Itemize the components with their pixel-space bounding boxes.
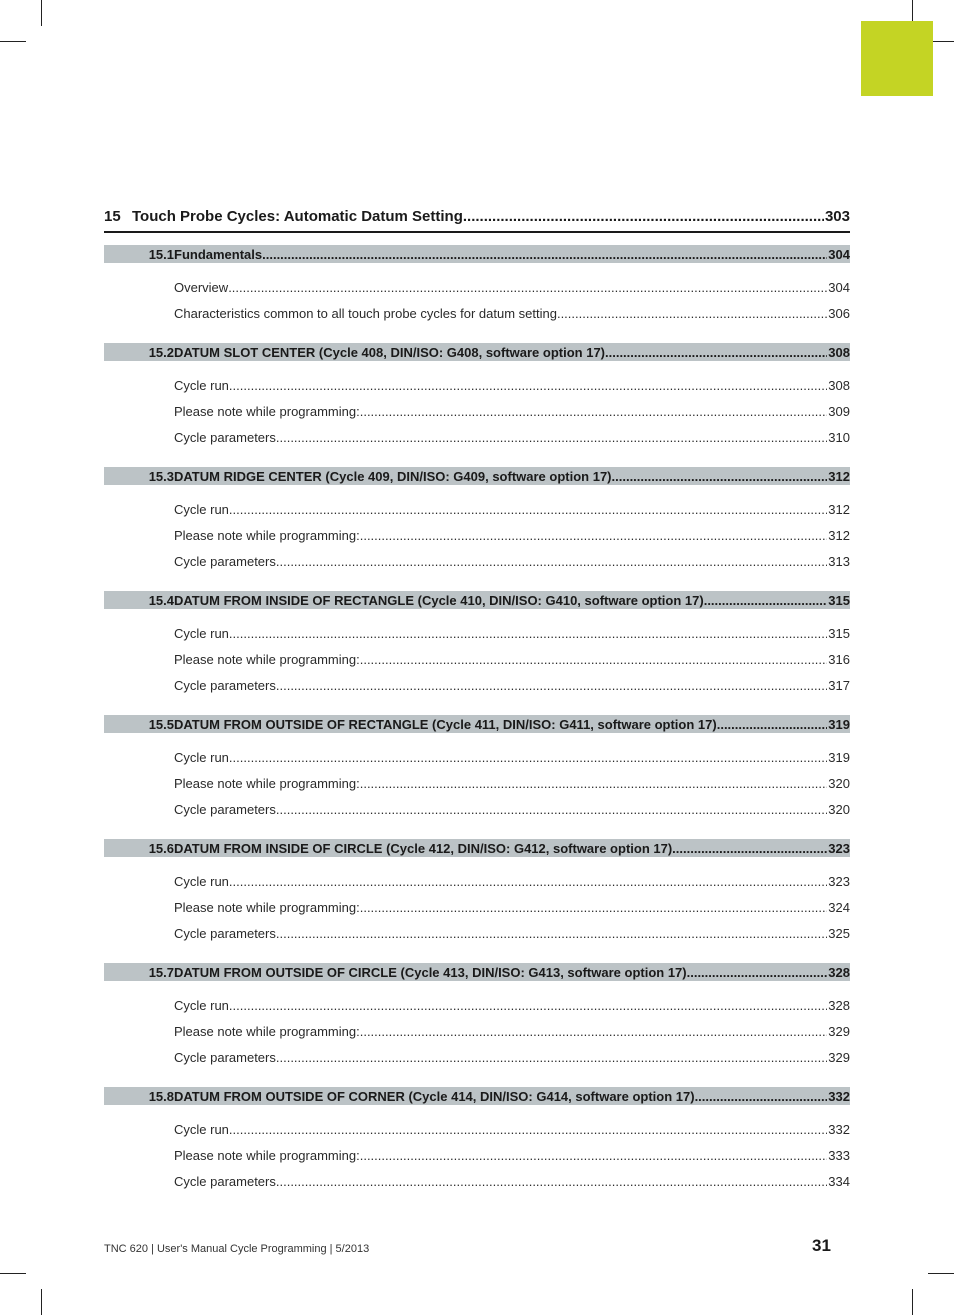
dot-leader xyxy=(557,306,827,321)
entry-page: 304 xyxy=(828,280,850,295)
page-number: 31 xyxy=(812,1236,831,1255)
entry-page: 320 xyxy=(828,802,850,817)
toc-entry[interactable] xyxy=(104,528,850,554)
entry-title: Please note while programming: xyxy=(174,1148,360,1163)
section-number: 15.7 xyxy=(148,964,174,980)
dot-leader xyxy=(360,1024,828,1039)
dot-leader xyxy=(360,776,828,791)
chapter-rule xyxy=(104,231,850,233)
entry-title: Cycle parameters xyxy=(174,678,276,693)
dot-leader xyxy=(228,280,827,295)
entry-title: Cycle parameters xyxy=(174,430,276,445)
crop-mark xyxy=(0,41,26,42)
dot-leader xyxy=(360,1148,828,1163)
toc-entry[interactable] xyxy=(104,926,850,952)
entry-page: 319 xyxy=(828,750,850,765)
entry-page: 313 xyxy=(828,554,850,569)
entry-title: Cycle run xyxy=(174,750,229,765)
dot-leader xyxy=(229,626,827,641)
toc-entry[interactable] xyxy=(104,1050,850,1076)
section-page: 323 xyxy=(828,840,850,856)
chapter-title: Touch Probe Cycles: Automatic Datum Setting xyxy=(132,208,463,225)
section-page: 328 xyxy=(828,964,850,980)
entry-title: Cycle parameters xyxy=(174,926,276,941)
toc-entry[interactable] xyxy=(104,802,850,828)
chapter-number: 15 xyxy=(104,208,121,225)
toc-entry[interactable] xyxy=(104,1174,850,1200)
entry-page: 312 xyxy=(828,502,850,517)
entry-page: 317 xyxy=(828,678,850,693)
toc-section[interactable] xyxy=(104,245,850,263)
section-title: DATUM FROM INSIDE OF CIRCLE (Cycle 412, DIN/ISO: G412, software option 17) xyxy=(174,840,673,856)
toc-entry[interactable] xyxy=(104,1122,850,1148)
toc-section[interactable] xyxy=(104,1087,850,1105)
toc-entry[interactable] xyxy=(104,1148,850,1174)
section-number: 15.2 xyxy=(148,344,174,360)
toc-entry[interactable] xyxy=(104,554,850,580)
section-title: DATUM RIDGE CENTER (Cycle 409, DIN/ISO: G409, software option 17) xyxy=(174,468,612,484)
dot-leader xyxy=(276,430,827,445)
entry-title: Characteristics common to all touch probe cycles for datum setting xyxy=(174,306,557,321)
toc-entry[interactable] xyxy=(104,1024,850,1050)
crop-mark xyxy=(41,1289,42,1315)
entry-title: Please note while programming: xyxy=(174,776,360,791)
dot-leader xyxy=(605,345,827,360)
toc-entry[interactable] xyxy=(104,750,850,776)
toc-entry[interactable] xyxy=(104,306,850,332)
section-number: 15.4 xyxy=(148,592,174,608)
dot-leader xyxy=(262,247,827,262)
entry-page: 323 xyxy=(828,874,850,889)
dot-leader xyxy=(687,965,828,980)
entry-page: 306 xyxy=(828,306,850,321)
toc-entry[interactable] xyxy=(104,678,850,704)
toc-section[interactable] xyxy=(104,467,850,485)
entry-title: Please note while programming: xyxy=(174,1024,360,1039)
toc-entry[interactable] xyxy=(104,378,850,404)
dot-leader xyxy=(612,469,828,484)
entry-title: Cycle parameters xyxy=(174,554,276,569)
dot-leader xyxy=(672,841,827,856)
entry-title: Cycle run xyxy=(174,502,229,517)
entry-title: Cycle parameters xyxy=(174,802,276,817)
dot-leader xyxy=(229,502,827,517)
section-number: 15.3 xyxy=(148,468,174,484)
entry-title: Cycle parameters xyxy=(174,1050,276,1065)
dot-leader xyxy=(229,378,827,393)
entry-page: 312 xyxy=(828,528,850,543)
entry-title: Please note while programming: xyxy=(174,652,360,667)
dot-leader xyxy=(704,593,828,608)
section-page: 304 xyxy=(828,246,850,262)
toc-entry[interactable] xyxy=(104,626,850,652)
section-gap xyxy=(104,1200,850,1211)
section-page: 315 xyxy=(828,592,850,608)
dot-leader xyxy=(276,678,827,693)
section-title: Fundamentals xyxy=(174,246,263,262)
toc-entry[interactable] xyxy=(104,404,850,430)
entry-page: 316 xyxy=(828,652,850,667)
section-gap xyxy=(104,332,850,343)
crop-mark xyxy=(928,1273,954,1274)
entry-page: 334 xyxy=(828,1174,850,1189)
section-gap xyxy=(104,456,850,467)
dot-leader xyxy=(229,874,827,889)
section-title: DATUM FROM INSIDE OF RECTANGLE (Cycle 410, DIN/ISO: G410, software option 17) xyxy=(174,592,704,608)
entry-page: 308 xyxy=(828,378,850,393)
toc-section[interactable] xyxy=(104,839,850,857)
toc-entry[interactable] xyxy=(104,900,850,926)
dot-leader xyxy=(276,926,827,941)
section-page: 308 xyxy=(828,344,850,360)
section-title: DATUM FROM OUTSIDE OF CORNER (Cycle 414, DIN/ISO: G414, software option 17) xyxy=(174,1088,695,1104)
dot-leader xyxy=(229,750,827,765)
entry-page: 309 xyxy=(828,404,850,419)
entry-page: 315 xyxy=(828,626,850,641)
dot-leader xyxy=(695,1089,828,1104)
section-title: DATUM SLOT CENTER (Cycle 408, DIN/ISO: G408, software option 17) xyxy=(174,344,605,360)
dot-leader xyxy=(276,1050,827,1065)
entry-page: 328 xyxy=(828,998,850,1013)
chapter-heading[interactable] xyxy=(104,205,850,231)
entry-title: Cycle run xyxy=(174,378,229,393)
entry-title: Please note while programming: xyxy=(174,900,360,915)
entry-title: Cycle run xyxy=(174,998,229,1013)
entry-page: 325 xyxy=(828,926,850,941)
table-of-contents xyxy=(104,205,850,1211)
entry-page: 333 xyxy=(828,1148,850,1163)
dot-leader xyxy=(276,554,827,569)
entry-page: 310 xyxy=(828,430,850,445)
dot-leader xyxy=(360,404,828,419)
dot-leader xyxy=(360,652,828,667)
footer-text: TNC 620 | User's Manual Cycle Programming | 5/2013 xyxy=(104,1243,370,1255)
dot-leader xyxy=(229,1122,827,1137)
section-number: 15.8 xyxy=(148,1088,174,1104)
section-number: 15.1 xyxy=(148,246,174,262)
crop-mark xyxy=(912,1289,913,1315)
entry-page: 329 xyxy=(828,1050,850,1065)
toc-section[interactable] xyxy=(104,963,850,981)
dot-leader xyxy=(717,717,828,732)
dot-leader xyxy=(276,802,827,817)
entry-page: 332 xyxy=(828,1122,850,1137)
toc-entry[interactable] xyxy=(104,280,850,306)
toc-section[interactable] xyxy=(104,343,850,361)
crop-mark xyxy=(41,0,42,26)
chapter-color-tab xyxy=(861,21,933,96)
section-page: 319 xyxy=(828,716,850,732)
section-title: DATUM FROM OUTSIDE OF RECTANGLE (Cycle 411, DIN/ISO: G411, software option 17) xyxy=(174,716,717,732)
toc-entry[interactable] xyxy=(104,874,850,900)
entry-page: 324 xyxy=(828,900,850,915)
dot-leader xyxy=(463,208,824,225)
section-list xyxy=(104,245,850,1211)
toc-entry[interactable] xyxy=(104,430,850,456)
entry-title: Overview xyxy=(174,280,229,295)
section-title: DATUM FROM OUTSIDE OF CIRCLE (Cycle 413, DIN/ISO: G413, software option 17) xyxy=(174,964,687,980)
entry-title: Cycle run xyxy=(174,1122,229,1137)
entry-title: Please note while programming: xyxy=(174,528,360,543)
section-number: 15.6 xyxy=(148,840,174,856)
dot-leader xyxy=(229,998,827,1013)
section-gap xyxy=(104,952,850,963)
section-page: 312 xyxy=(828,468,850,484)
toc-entry[interactable] xyxy=(104,998,850,1024)
toc-entry[interactable] xyxy=(104,652,850,678)
toc-section[interactable] xyxy=(104,715,850,733)
toc-entry[interactable] xyxy=(104,502,850,528)
entry-title: Cycle run xyxy=(174,874,229,889)
entry-title: Please note while programming: xyxy=(174,404,360,419)
entry-page: 329 xyxy=(828,1024,850,1039)
section-gap xyxy=(104,1076,850,1087)
dot-leader xyxy=(360,900,828,915)
entry-title: Cycle run xyxy=(174,626,229,641)
section-page: 332 xyxy=(828,1088,850,1104)
entry-title: Cycle parameters xyxy=(174,1174,276,1189)
section-number: 15.5 xyxy=(148,716,174,732)
dot-leader xyxy=(360,528,828,543)
chapter-page: 303 xyxy=(824,208,850,225)
section-gap xyxy=(104,828,850,839)
section-gap xyxy=(104,580,850,591)
entry-page: 320 xyxy=(828,776,850,791)
section-gap xyxy=(104,704,850,715)
dot-leader xyxy=(276,1174,827,1189)
toc-entry[interactable] xyxy=(104,776,850,802)
crop-mark xyxy=(0,1273,26,1274)
toc-section[interactable] xyxy=(104,591,850,609)
